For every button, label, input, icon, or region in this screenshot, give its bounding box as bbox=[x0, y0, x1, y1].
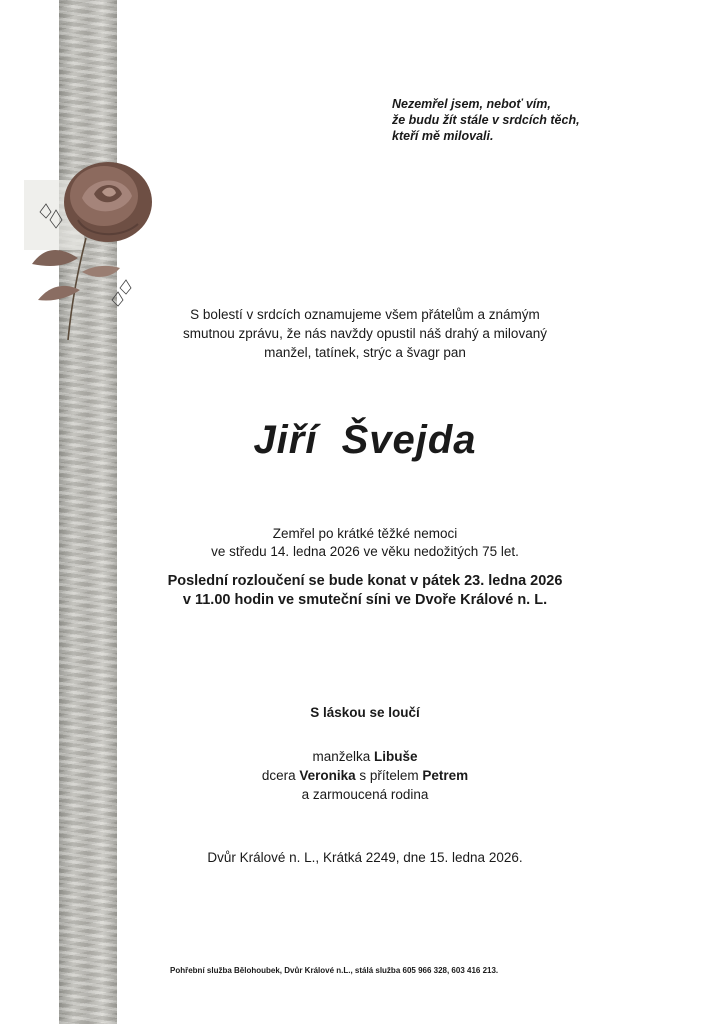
mourner-name: Libuše bbox=[374, 749, 418, 764]
intro-line: smutnou zprávu, že nás navždy opustil náš drahý a milovaný bbox=[183, 326, 547, 341]
mourner-daughter bbox=[130, 766, 600, 785]
quote-line: Nezemřel jsem, neboť vím, bbox=[392, 97, 551, 111]
mourner-name: Petrem bbox=[422, 768, 469, 783]
intro-line: S bolestí v srdcích oznamujeme všem přátelům a známým bbox=[190, 307, 540, 322]
place-date: Dvůr Králové n. L., Krátká 2249, dne 15. ledna 2026. bbox=[207, 850, 523, 865]
mourner-relation: s přítelem bbox=[355, 768, 423, 783]
mourners-title: S láskou se loučí bbox=[310, 705, 420, 720]
mourner-relation: dcera bbox=[261, 768, 300, 783]
memorial-quote bbox=[392, 96, 622, 144]
mourner-wife bbox=[130, 747, 600, 766]
quote-line: že budu žít stále v srdcích těch, bbox=[392, 113, 580, 127]
intro-line: manžel, tatínek, strýc a švagr pan bbox=[264, 345, 466, 360]
mourners-list bbox=[130, 747, 600, 804]
funeral-info bbox=[130, 572, 600, 610]
death-line: ve středu 14. ledna 2026 ve věku nedožitých 75 let. bbox=[211, 544, 519, 559]
announcement-intro bbox=[130, 305, 600, 362]
deceased-name: Jiří Švejda bbox=[253, 418, 477, 462]
funeral-service-footer: Pohřební služba Bělohoubek, Dvůr Králové n.L., stálá služba 605 966 328, 603 416 213. bbox=[170, 966, 499, 975]
mourner-name: Veronika bbox=[299, 768, 356, 783]
death-info bbox=[130, 525, 600, 561]
mourner-family: a zarmoucená rodina bbox=[301, 787, 429, 802]
funeral-line: Poslední rozloučení se bude konat v pátek 23. ledna 2026 bbox=[167, 573, 563, 589]
mourner-relation: manželka bbox=[312, 749, 374, 764]
quote-line: kteří mě milovali. bbox=[392, 129, 494, 143]
funeral-line: v 11.00 hodin ve smuteční síni ve Dvoře Králové n. L. bbox=[182, 592, 548, 608]
death-line: Zemřel po krátké těžké nemoci bbox=[272, 526, 458, 541]
